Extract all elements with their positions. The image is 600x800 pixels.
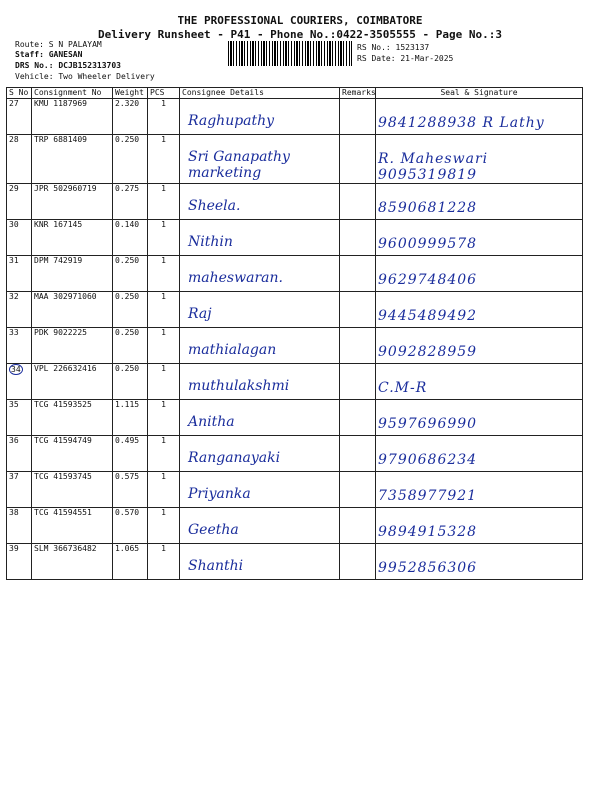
row-weight: 0.275 xyxy=(113,184,148,220)
handwritten-consignee: Priyanka xyxy=(188,486,251,502)
row-consignee xyxy=(180,400,340,436)
row-sno: 38 xyxy=(7,508,32,544)
table-row xyxy=(7,544,583,580)
row-remarks xyxy=(340,328,376,364)
row-pcs: 1 xyxy=(148,99,180,135)
table-row xyxy=(7,99,583,135)
row-pcs: 1 xyxy=(148,472,180,508)
table-row xyxy=(7,328,583,364)
row-weight: 0.495 xyxy=(113,436,148,472)
table-header-row xyxy=(7,88,583,99)
circled-serial: 34 xyxy=(11,365,21,374)
table-row xyxy=(7,400,583,436)
row-pcs: 1 xyxy=(148,220,180,256)
handwritten-consignee: Geetha xyxy=(188,522,239,538)
row-signature xyxy=(376,135,583,184)
col-consignee: Consignee Details xyxy=(180,88,340,99)
row-consignee xyxy=(180,256,340,292)
row-signature xyxy=(376,292,583,328)
col-pcs: PCS xyxy=(148,88,180,99)
row-remarks xyxy=(340,436,376,472)
row-consignee xyxy=(180,328,340,364)
handwritten-signature: 9841288938 R Lathy xyxy=(378,115,545,131)
barcode xyxy=(228,41,352,66)
row-consignee xyxy=(180,544,340,580)
table-row xyxy=(7,256,583,292)
row-remarks xyxy=(340,472,376,508)
row-remarks xyxy=(340,220,376,256)
handwritten-consignee: Ranganayaki xyxy=(188,450,281,466)
table-body xyxy=(7,99,583,580)
handwritten-signature: C.M-R xyxy=(378,380,428,396)
handwritten-consignee: Sheela. xyxy=(188,198,241,214)
handwritten-signature: 7358977921 xyxy=(378,488,478,504)
handwritten-signature: 9092828959 xyxy=(378,344,478,360)
table-row xyxy=(7,436,583,472)
handwritten-consignee: Nithin xyxy=(188,234,233,250)
row-remarks xyxy=(340,508,376,544)
row-sno: 32 xyxy=(7,292,32,328)
rs-number: RS No.: 1523137 xyxy=(357,43,430,52)
row-weight: 0.140 xyxy=(113,220,148,256)
handwritten-signature: 9790686234 xyxy=(378,452,478,468)
row-sno: 37 xyxy=(7,472,32,508)
row-pcs: 1 xyxy=(148,508,180,544)
row-sno: 28 xyxy=(7,135,32,184)
row-signature xyxy=(376,99,583,135)
row-sno: 27 xyxy=(7,99,32,135)
row-consignment: TRP 6881409 xyxy=(32,135,113,184)
row-consignee xyxy=(180,99,340,135)
row-signature xyxy=(376,364,583,400)
row-pcs: 1 xyxy=(148,256,180,292)
row-pcs: 1 xyxy=(148,400,180,436)
row-consignee xyxy=(180,508,340,544)
handwritten-signature: 9600999578 xyxy=(378,236,478,252)
row-consignee xyxy=(180,292,340,328)
row-signature xyxy=(376,544,583,580)
row-weight: 0.250 xyxy=(113,328,148,364)
handwritten-signature: 9894915328 xyxy=(378,524,478,540)
row-sno: 35 xyxy=(7,400,32,436)
route-label: Route: S N PALAYAM xyxy=(15,40,102,49)
row-remarks xyxy=(340,364,376,400)
row-sno: 31 xyxy=(7,256,32,292)
row-weight: 0.570 xyxy=(113,508,148,544)
col-signature: Seal & Signature xyxy=(376,88,583,99)
row-signature xyxy=(376,400,583,436)
row-signature xyxy=(376,256,583,292)
table-row xyxy=(7,364,583,400)
row-consignee xyxy=(180,184,340,220)
row-weight: 0.250 xyxy=(113,135,148,184)
table-row xyxy=(7,292,583,328)
handwritten-consignee: maheswaran. xyxy=(188,270,283,286)
row-pcs: 1 xyxy=(148,184,180,220)
table-row xyxy=(7,472,583,508)
row-pcs: 1 xyxy=(148,544,180,580)
handwritten-consignee: Raghupathy xyxy=(188,113,275,129)
row-weight: 0.250 xyxy=(113,364,148,400)
col-weight: Weight xyxy=(113,88,148,99)
row-weight: 1.115 xyxy=(113,400,148,436)
company-title: THE PROFESSIONAL COURIERS, COIMBATORE xyxy=(177,14,423,27)
row-sno: 30 xyxy=(7,220,32,256)
row-remarks xyxy=(340,292,376,328)
handwritten-consignee: muthulakshmi xyxy=(188,378,290,394)
row-pcs: 1 xyxy=(148,135,180,184)
row-signature xyxy=(376,508,583,544)
row-signature xyxy=(376,220,583,256)
handwritten-signature: 9445489492 xyxy=(378,308,478,324)
rs-date: RS Date: 21-Mar-2025 xyxy=(357,54,454,63)
row-pcs: 1 xyxy=(148,436,180,472)
col-remarks: Remarks xyxy=(340,88,376,99)
row-signature xyxy=(376,472,583,508)
handwritten-signature: 9597696990 xyxy=(378,416,478,432)
handwritten-signature: 9629748406 xyxy=(378,272,478,288)
row-pcs: 1 xyxy=(148,292,180,328)
row-consignment: PDK 9022225 xyxy=(32,328,113,364)
row-remarks xyxy=(340,184,376,220)
col-sno: S No xyxy=(7,88,32,99)
row-weight: 0.250 xyxy=(113,292,148,328)
row-weight: 1.065 xyxy=(113,544,148,580)
row-remarks xyxy=(340,135,376,184)
row-remarks xyxy=(340,256,376,292)
table-row xyxy=(7,508,583,544)
runsheet-heading: Delivery Runsheet - P41 - Phone No.:0422-3505555 - Page No.:3 xyxy=(98,28,502,41)
row-consignment: TCG 41594551 xyxy=(32,508,113,544)
row-consignment: DPM 742919 xyxy=(32,256,113,292)
row-remarks xyxy=(340,400,376,436)
row-consignee xyxy=(180,436,340,472)
row-signature xyxy=(376,184,583,220)
drs-number: DRS No.: DCJB152313703 xyxy=(15,61,121,70)
handwritten-consignee: Anitha xyxy=(188,414,235,430)
row-consignment: KMU 1187969 xyxy=(32,99,113,135)
row-sno: 33 xyxy=(7,328,32,364)
row-weight: 0.250 xyxy=(113,256,148,292)
row-consignee xyxy=(180,472,340,508)
table-row xyxy=(7,135,583,184)
row-consignee xyxy=(180,135,340,184)
handwritten-signature: 8590681228 xyxy=(378,200,478,216)
row-sno: 39 xyxy=(7,544,32,580)
row-consignment: MAA 302971060 xyxy=(32,292,113,328)
row-weight: 0.575 xyxy=(113,472,148,508)
handwritten-consignee: mathialagan xyxy=(188,342,277,358)
handwritten-signature: R. Maheswari 9095319819 xyxy=(378,151,489,183)
row-weight: 2.320 xyxy=(113,99,148,135)
row-consignee xyxy=(180,220,340,256)
row-consignment: VPL 226632416 xyxy=(32,364,113,400)
vehicle-label: Vehicle: Two Wheeler Delivery xyxy=(15,72,155,81)
row-consignment: JPR 502960719 xyxy=(32,184,113,220)
row-remarks xyxy=(340,544,376,580)
handwritten-consignee: Raj xyxy=(188,306,212,322)
row-pcs: 1 xyxy=(148,328,180,364)
row-sno: 29 xyxy=(7,184,32,220)
row-consignment: KNR 167145 xyxy=(32,220,113,256)
handwritten-signature: 9952856306 xyxy=(378,560,478,576)
row-signature xyxy=(376,436,583,472)
row-consignee xyxy=(180,364,340,400)
handwritten-consignee: Sri Ganapathy marketing xyxy=(188,149,290,181)
row-signature xyxy=(376,328,583,364)
row-remarks xyxy=(340,99,376,135)
handwritten-consignee: Shanthi xyxy=(188,558,244,574)
row-pcs: 1 xyxy=(148,364,180,400)
row-consignment: SLM 366736482 xyxy=(32,544,113,580)
staff-label: Staff: GANESAN xyxy=(15,50,83,59)
table-row xyxy=(7,184,583,220)
row-sno xyxy=(7,364,32,400)
row-sno: 36 xyxy=(7,436,32,472)
row-consignment: TCG 41593525 xyxy=(32,400,113,436)
col-consignment: Consignment No xyxy=(32,88,113,99)
table-row xyxy=(7,220,583,256)
runsheet-table xyxy=(6,87,583,580)
row-consignment: TCG 41594749 xyxy=(32,436,113,472)
row-consignment: TCG 41593745 xyxy=(32,472,113,508)
